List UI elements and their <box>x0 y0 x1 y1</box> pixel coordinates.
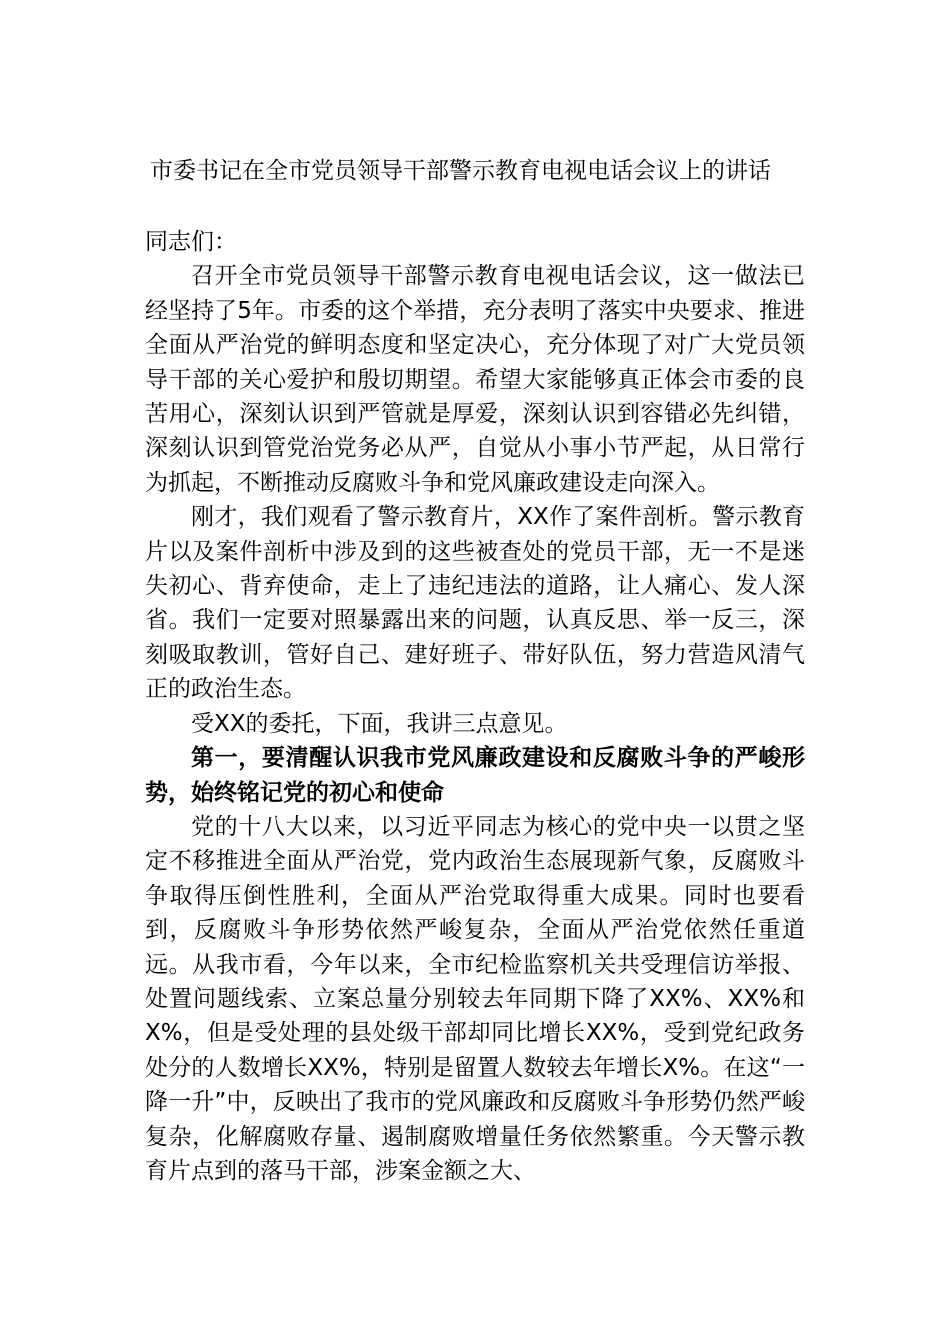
document-title: 市委书记在全市党员领导干部警示教育电视电话会议上的讲话 <box>150 158 771 184</box>
document-body <box>145 225 805 1188</box>
paragraph-4: 党的十八大以来，以习近平同志为核心的党中央一以贯之坚定不移推进全面从严治党，党内政治生态展现新气象，反腐败斗争取得压倒性胜利，全面从严治党取得重大成果。同时也要看到，反腐败斗争形势依然严峻复杂，全面从严治党依然任重道远。从我市看，今年以来，全市纪检监察机关共受理信访举报、处置问题线索、立案总量分别较去年同期下降了XX%、XX%和X%，但是受处理的县处级干部却同比增长XX%，受到党纪政务处分的人数增长XX%，特别是留置人数较去年增长X%。在这“一降一升”中，反映出了我市的党风廉政和反腐败斗争形势仍然严峻复杂，化解腐败存量、遏制腐败增量任务依然繁重。今天警示教育片点到的落马干部，涉案金额之大、 <box>145 813 805 1184</box>
salutation: 同志们： <box>145 229 237 255</box>
paragraph-2: 刚才，我们观看了警示教育片，XX作了案件剖析。警示教育片以及案件剖析中涉及到的这些被查处的党员干部，无一不是迷失初心、背弃使命，走上了违纪违法的道路，让人痛心、发人深省。我们一定要对照暴露出来的问题，认真反思、举一反三，深刻吸取教训，管好自己、建好班子、带好队伍，努力营造风清气正的政治生态。 <box>145 504 805 703</box>
section-heading-1: 第一，要清醒认识我市党风廉政建设和反腐败斗争的严峻形势，始终铭记党的初心和使命 <box>145 745 805 806</box>
paragraph-3: 受XX的委托，下面，我讲三点意见。 <box>191 710 568 737</box>
paragraph-1: 召开全市党员领导干部警示教育电视电话会议，这一做法已经坚持了5年。市委的这个举措，充分表明了落实中央要求、推进全面从严治党的鲜明态度和坚定决心，充分体现了对广大党员领导干部的关心爱护和殷切期望。希望大家能够真正体会市委的良苦用心，深刻认识到严管就是厚爱，深刻认识到容错必先纠错，深刻认识到管党治党务必从严，自觉从小事小节严起，从日常行为抓起，不断推动反腐败斗争和党风廉政建设走向深入。 <box>145 263 805 496</box>
